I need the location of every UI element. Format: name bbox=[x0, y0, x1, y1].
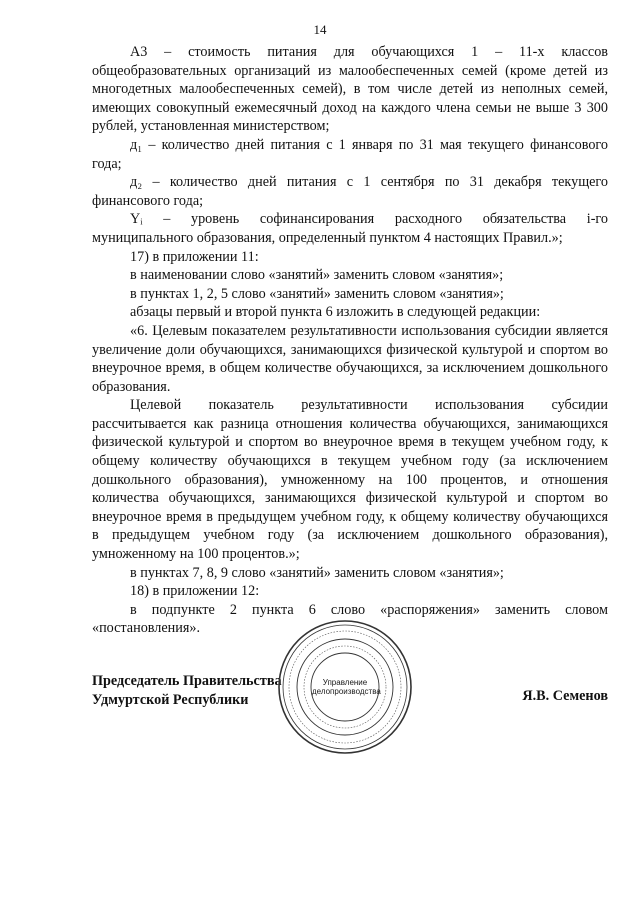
signatory-title-line: Удмуртской Республики bbox=[92, 692, 249, 708]
stamp-center-text bbox=[312, 678, 381, 696]
paragraph: д₂ – количество дней питания с 1 сентября по 31 декабря текущего финансового года; bbox=[92, 174, 608, 209]
paragraph: 18) в приложении 12: bbox=[130, 583, 260, 600]
page-number: 14 bbox=[313, 22, 327, 37]
paragraph: Целевой показатель результативности использования субсидии рассчитывается как разница отношения количества обучающихся, занимающихся физической культурой и спортом во внеурочное время в текущем учебном году, к общему количеству обучающихся в текущем учебном году (за исключением дошкольного образования), умноженному на 100 процентов, и отношения количества обучающихся, занимающихся физической культурой и спортом во внеурочное время в предыдущем учебном году, к общему количеству обучающихся в предыдущем учебном году (за исключением дошкольного образования), умноженному на 100 процентов.»; bbox=[92, 397, 608, 563]
paragraph: д₁ – количество дней питания с 1 января по 31 мая текущего финансового года; bbox=[92, 136, 608, 172]
stamp-line: делопроизводства bbox=[312, 687, 381, 696]
document-body bbox=[92, 43, 608, 638]
paragraph: в подпункте 2 пункта 6 слово «распоряжения» заменить словом «постановления». bbox=[92, 601, 608, 637]
paragraph: А3 – стоимость питания для обучающихся 1 – 11-х классов общеобразовательных организаций из малообеспеченных семей (кроме детей из многодетных малообеспеченных семей), в том числе детей из неполных семей, имеющих совокупный ежемесячный доход на каждого члена семьи не выше 3 300 рублей, установленная министерством; bbox=[92, 44, 608, 135]
paragraph: «6. Целевым показателем результативности использования субсидии является увеличение доли обучающихся, занимающихся физической культурой и спортом во внеурочное время, в общем количестве обучающихся, за исключением дошкольного образования. bbox=[92, 322, 608, 395]
paragraph: 17) в приложении 11: bbox=[130, 248, 259, 265]
paragraph: в пунктах 7, 8, 9 слово «занятий» заменить словом «занятия»; bbox=[130, 564, 504, 581]
official-stamp bbox=[276, 618, 414, 756]
paragraph: в пунктах 1, 2, 5 слово «занятий» заменить словом «занятия»; bbox=[130, 285, 504, 302]
signatory-name: Я.В. Семенов bbox=[522, 688, 608, 704]
signatory-title-line: Председатель Правительства bbox=[92, 673, 282, 689]
paragraph: в наименовании слово «занятий» заменить словом «занятия»; bbox=[130, 267, 504, 284]
stamp-line: Управление bbox=[322, 678, 368, 687]
paragraph: абзацы первый и второй пункта 6 изложить в следующей редакции: bbox=[130, 304, 541, 321]
paragraph: Yᵢ – уровень софинансирования расходного обязательства i-го муниципального образования, определенный пунктом 4 настоящих Правил.»; bbox=[92, 211, 608, 246]
